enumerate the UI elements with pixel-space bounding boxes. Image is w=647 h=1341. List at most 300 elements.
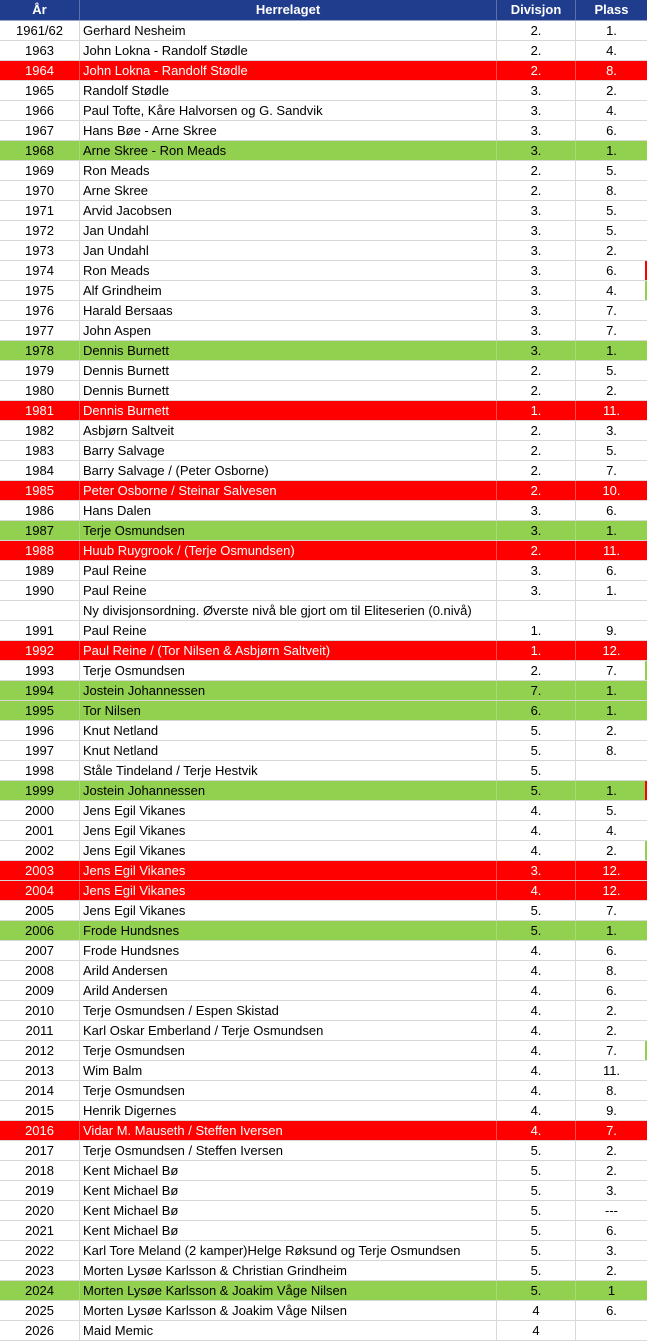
- year-cell[interactable]: 1988: [0, 541, 80, 560]
- team-cell[interactable]: Randolf Stødle: [80, 81, 497, 100]
- team-cell[interactable]: Arne Skree - Ron Meads: [80, 141, 497, 160]
- year-cell[interactable]: 2023: [0, 1261, 80, 1280]
- team-cell[interactable]: Ståle Tindeland / Terje Hestvik: [80, 761, 497, 780]
- division-cell[interactable]: 2.: [497, 21, 576, 40]
- division-cell[interactable]: 3.: [497, 261, 576, 280]
- place-cell[interactable]: 1.: [606, 143, 617, 158]
- place-cell[interactable]: 6.: [606, 563, 617, 578]
- year-cell[interactable]: 1987: [0, 521, 80, 540]
- place-cell[interactable]: 7.: [606, 903, 617, 918]
- place-cell[interactable]: 8.: [606, 963, 617, 978]
- team-cell[interactable]: Morten Lysøe Karlsson & Christian Grindheim: [80, 1261, 497, 1280]
- division-cell[interactable]: 3.: [497, 281, 576, 300]
- table-row: [0, 341, 647, 361]
- division-cell[interactable]: 1.: [497, 621, 576, 640]
- place-cell[interactable]: 1.: [606, 783, 617, 798]
- place-cell[interactable]: 5.: [606, 163, 617, 178]
- team-cell[interactable]: Henrik Digernes: [80, 1101, 497, 1120]
- place-cell[interactable]: 2.: [606, 1143, 617, 1158]
- team-cell[interactable]: Asbjørn Saltveit: [80, 421, 497, 440]
- place-cell[interactable]: 1.: [606, 923, 617, 938]
- place-cell[interactable]: 12.: [602, 643, 621, 658]
- team-cell[interactable]: Maid Memic: [80, 1321, 497, 1340]
- place-cell[interactable]: 2.: [606, 1023, 617, 1038]
- team-cell[interactable]: Terje Osmundsen / Steffen Iversen: [80, 1141, 497, 1160]
- division-cell[interactable]: 3.: [497, 141, 576, 160]
- division-cell[interactable]: 5.: [497, 781, 576, 800]
- year-cell[interactable]: 1972: [0, 221, 80, 240]
- year-cell[interactable]: 1975: [0, 281, 80, 300]
- division-cell[interactable]: 2.: [497, 381, 576, 400]
- table-row: [0, 861, 647, 881]
- table-row: [0, 1261, 647, 1281]
- year-cell[interactable]: 2022: [0, 1241, 80, 1260]
- place-cell[interactable]: 9.: [606, 623, 617, 638]
- table-row: [0, 741, 647, 761]
- division-cell[interactable]: 5.: [497, 721, 576, 740]
- division-cell[interactable]: 2.: [497, 61, 576, 80]
- year-cell[interactable]: 1961/62: [0, 21, 80, 40]
- team-cell[interactable]: Arild Andersen: [80, 981, 497, 1000]
- year-cell[interactable]: 1985: [0, 481, 80, 500]
- table-row: [0, 921, 647, 941]
- table-row: [0, 661, 647, 681]
- year-cell[interactable]: 1979: [0, 361, 80, 380]
- place-cell[interactable]: 1.: [606, 683, 617, 698]
- place-cell[interactable]: 8.: [606, 63, 617, 78]
- place-cell[interactable]: 2.: [606, 843, 617, 858]
- team-cell[interactable]: Paul Tofte, Kåre Halvorsen og G. Sandvik: [80, 101, 497, 120]
- team-cell[interactable]: Dennis Burnett: [80, 361, 497, 380]
- team-cell[interactable]: Knut Netland: [80, 721, 497, 740]
- table-row: [0, 441, 647, 461]
- year-cell[interactable]: 2020: [0, 1201, 80, 1220]
- division-cell[interactable]: 4: [497, 1321, 576, 1340]
- year-cell[interactable]: 2017: [0, 1141, 80, 1160]
- year-cell[interactable]: 2026: [0, 1321, 80, 1340]
- team-cell[interactable]: Frode Hundsnes: [80, 941, 497, 960]
- team-cell[interactable]: Terje Osmundsen: [80, 521, 497, 540]
- team-cell[interactable]: Ny divisjonsordning. Øverste nivå ble gjort om til Eliteserien (0.nivå): [80, 601, 497, 620]
- division-cell[interactable]: 3.: [497, 501, 576, 520]
- year-cell[interactable]: 1974: [0, 261, 80, 280]
- place-cell[interactable]: 6.: [606, 503, 617, 518]
- team-cell[interactable]: Dennis Burnett: [80, 381, 497, 400]
- table-row: [0, 241, 647, 261]
- team-cell[interactable]: Jens Egil Vikanes: [80, 881, 497, 900]
- place-cell[interactable]: 5.: [606, 203, 617, 218]
- table-row: [0, 701, 647, 721]
- place-cell[interactable]: 6.: [606, 263, 617, 278]
- year-cell[interactable]: 1992: [0, 641, 80, 660]
- division-cell[interactable]: 4.: [497, 1081, 576, 1100]
- year-cell[interactable]: 2014: [0, 1081, 80, 1100]
- table-row: [0, 361, 647, 381]
- header-division[interactable]: Divisjon: [497, 0, 576, 20]
- place-cell[interactable]: 7.: [606, 323, 617, 338]
- year-cell[interactable]: 1991: [0, 621, 80, 640]
- division-cell[interactable]: 2.: [497, 541, 576, 560]
- team-cell[interactable]: Karl Tore Meland (2 kamper)Helge Røksund og Terje Osmundsen: [80, 1241, 497, 1260]
- year-cell[interactable]: 1999: [0, 781, 80, 800]
- team-cell[interactable]: John Aspen: [80, 321, 497, 340]
- team-cell[interactable]: John Lokna - Randolf Stødle: [80, 61, 497, 80]
- place-cell[interactable]: 4.: [606, 103, 617, 118]
- division-cell[interactable]: [497, 601, 576, 620]
- team-cell[interactable]: Wim Balm: [80, 1061, 497, 1080]
- division-cell[interactable]: 3.: [497, 121, 576, 140]
- division-cell[interactable]: 3.: [497, 201, 576, 220]
- year-cell[interactable]: 1996: [0, 721, 80, 740]
- header-year[interactable]: År: [0, 0, 80, 20]
- place-cell[interactable]: 3.: [606, 1243, 617, 1258]
- place-cell[interactable]: 4.: [606, 43, 617, 58]
- division-cell[interactable]: 3.: [497, 581, 576, 600]
- place-cell[interactable]: 8.: [606, 743, 617, 758]
- place-cell[interactable]: [576, 601, 647, 620]
- team-cell[interactable]: Peter Osborne / Steinar Salvesen: [80, 481, 497, 500]
- division-cell[interactable]: 3.: [497, 341, 576, 360]
- division-cell[interactable]: 2.: [497, 661, 576, 680]
- team-cell[interactable]: Terje Osmundsen: [80, 1081, 497, 1100]
- year-cell[interactable]: 2025: [0, 1301, 80, 1320]
- year-cell[interactable]: 2010: [0, 1001, 80, 1020]
- place-cell[interactable]: 1.: [606, 343, 617, 358]
- table-row: [0, 161, 647, 181]
- division-cell[interactable]: 3.: [497, 241, 576, 260]
- team-cell[interactable]: Jens Egil Vikanes: [80, 861, 497, 880]
- team-cell[interactable]: Jostein Johannessen: [80, 781, 497, 800]
- place-cell[interactable]: 9.: [606, 1103, 617, 1118]
- year-cell[interactable]: 1976: [0, 301, 80, 320]
- place-cell[interactable]: 1.: [606, 23, 617, 38]
- team-cell[interactable]: Terje Osmundsen: [80, 661, 497, 680]
- team-cell[interactable]: Hans Bøe - Arne Skree: [80, 121, 497, 140]
- team-cell[interactable]: Ron Meads: [80, 161, 497, 180]
- year-cell[interactable]: 2024: [0, 1281, 80, 1300]
- table-row: [0, 541, 647, 561]
- table-row: [0, 381, 647, 401]
- place-cell[interactable]: 6.: [606, 1223, 617, 1238]
- team-cell[interactable]: John Lokna - Randolf Stødle: [80, 41, 497, 60]
- place-cell[interactable]: 11.: [602, 1063, 621, 1078]
- place-cell[interactable]: 6.: [606, 123, 617, 138]
- place-cell[interactable]: 2.: [606, 383, 617, 398]
- place-cell[interactable]: 7.: [606, 463, 617, 478]
- year-cell[interactable]: 2000: [0, 801, 80, 820]
- division-cell[interactable]: 3.: [497, 861, 576, 880]
- team-cell[interactable]: Jens Egil Vikanes: [80, 841, 497, 860]
- year-cell[interactable]: 2001: [0, 821, 80, 840]
- year-cell[interactable]: 1970: [0, 181, 80, 200]
- year-cell[interactable]: 1984: [0, 461, 80, 480]
- division-cell[interactable]: 1.: [497, 401, 576, 420]
- year-cell[interactable]: [0, 601, 80, 620]
- table-body: [0, 21, 647, 1341]
- year-cell[interactable]: 2012: [0, 1041, 80, 1060]
- division-cell[interactable]: 2.: [497, 161, 576, 180]
- year-cell[interactable]: 2004: [0, 881, 80, 900]
- year-cell[interactable]: 2007: [0, 941, 80, 960]
- table-row: [0, 821, 647, 841]
- table-row: [0, 1121, 647, 1141]
- division-cell[interactable]: 4.: [497, 1001, 576, 1020]
- division-cell[interactable]: 2.: [497, 41, 576, 60]
- table-row: [0, 461, 647, 481]
- team-cell[interactable]: Paul Reine: [80, 581, 497, 600]
- year-cell[interactable]: 1986: [0, 501, 80, 520]
- table-row: [0, 421, 647, 441]
- place-cell[interactable]: 2.: [606, 723, 617, 738]
- place-cell[interactable]: 6.: [606, 983, 617, 998]
- division-cell[interactable]: 4.: [497, 821, 576, 840]
- table-row: [0, 1001, 647, 1021]
- place-cell[interactable]: 1.: [606, 523, 617, 538]
- year-cell[interactable]: 1973: [0, 241, 80, 260]
- team-cell[interactable]: Kent Michael Bø: [80, 1161, 497, 1180]
- place-cell[interactable]: 1.: [606, 583, 617, 598]
- year-cell[interactable]: 2021: [0, 1221, 80, 1240]
- division-cell[interactable]: 4.: [497, 1021, 576, 1040]
- division-cell[interactable]: 7.: [497, 681, 576, 700]
- table-row: [0, 1041, 647, 1061]
- division-cell[interactable]: 2.: [497, 481, 576, 500]
- division-cell[interactable]: 4.: [497, 1101, 576, 1120]
- team-cell[interactable]: Terje Osmundsen: [80, 1041, 497, 1060]
- division-cell[interactable]: 5.: [497, 1181, 576, 1200]
- header-place[interactable]: Plass: [594, 2, 629, 17]
- table-row: [0, 1301, 647, 1321]
- year-cell[interactable]: 1995: [0, 701, 80, 720]
- team-cell[interactable]: Vidar M. Mauseth / Steffen Iversen: [80, 1121, 497, 1140]
- table-row: [0, 121, 647, 141]
- year-cell[interactable]: 1983: [0, 441, 80, 460]
- division-cell[interactable]: 1.: [497, 641, 576, 660]
- team-cell[interactable]: Gerhard Nesheim: [80, 21, 497, 40]
- year-cell[interactable]: 1998: [0, 761, 80, 780]
- division-cell[interactable]: 5.: [497, 1141, 576, 1160]
- table-row: [0, 801, 647, 821]
- team-cell[interactable]: Jan Undahl: [80, 221, 497, 240]
- place-cell[interactable]: 5.: [606, 363, 617, 378]
- division-cell[interactable]: 3.: [497, 81, 576, 100]
- division-cell[interactable]: 2.: [497, 461, 576, 480]
- team-cell[interactable]: Dennis Burnett: [80, 401, 497, 420]
- division-cell[interactable]: 5.: [497, 761, 576, 780]
- team-cell[interactable]: Frode Hundsnes: [80, 921, 497, 940]
- place-cell[interactable]: 2.: [606, 1003, 617, 1018]
- team-cell[interactable]: Dennis Burnett: [80, 341, 497, 360]
- team-cell[interactable]: Jan Undahl: [80, 241, 497, 260]
- year-cell[interactable]: 1982: [0, 421, 80, 440]
- division-cell[interactable]: 5.: [497, 741, 576, 760]
- year-cell[interactable]: 1990: [0, 581, 80, 600]
- place-cell[interactable]: 2.: [606, 1163, 617, 1178]
- team-cell[interactable]: Paul Reine: [80, 621, 497, 640]
- place-cell[interactable]: [576, 1321, 647, 1340]
- place-cell[interactable]: 1.: [606, 703, 617, 718]
- division-cell[interactable]: 2.: [497, 441, 576, 460]
- table-row: [0, 721, 647, 741]
- year-cell[interactable]: 1997: [0, 741, 80, 760]
- year-cell[interactable]: 1977: [0, 321, 80, 340]
- year-cell[interactable]: 2009: [0, 981, 80, 1000]
- division-cell[interactable]: 2.: [497, 181, 576, 200]
- place-cell[interactable]: 11.: [602, 543, 621, 558]
- division-cell[interactable]: 4.: [497, 1121, 576, 1140]
- team-cell[interactable]: Kent Michael Bø: [80, 1181, 497, 1200]
- year-cell[interactable]: 1994: [0, 681, 80, 700]
- division-cell[interactable]: 5.: [497, 1281, 576, 1300]
- division-cell[interactable]: 4.: [497, 981, 576, 1000]
- year-cell[interactable]: 2011: [0, 1021, 80, 1040]
- year-cell[interactable]: 2019: [0, 1181, 80, 1200]
- division-cell[interactable]: 4.: [497, 961, 576, 980]
- division-cell[interactable]: 6.: [497, 701, 576, 720]
- place-cell[interactable]: 12.: [602, 863, 621, 878]
- team-cell[interactable]: Jens Egil Vikanes: [80, 901, 497, 920]
- year-cell[interactable]: 1971: [0, 201, 80, 220]
- year-cell[interactable]: 2002: [0, 841, 80, 860]
- place-cell[interactable]: 12.: [602, 883, 621, 898]
- team-cell[interactable]: Paul Reine: [80, 561, 497, 580]
- year-cell[interactable]: 1981: [0, 401, 80, 420]
- team-cell[interactable]: Paul Reine / (Tor Nilsen & Asbjørn Saltveit): [80, 641, 497, 660]
- division-cell[interactable]: 3.: [497, 301, 576, 320]
- team-cell[interactable]: Arvid Jacobsen: [80, 201, 497, 220]
- year-cell[interactable]: 1980: [0, 381, 80, 400]
- table-row: [0, 141, 647, 161]
- place-cell[interactable]: 8.: [606, 183, 617, 198]
- team-cell[interactable]: Huub Ruygrook / (Terje Osmundsen): [80, 541, 497, 560]
- team-cell[interactable]: Barry Salvage: [80, 441, 497, 460]
- place-cell[interactable]: 5.: [606, 223, 617, 238]
- place-cell[interactable]: 7.: [606, 663, 617, 678]
- table-row: [0, 841, 647, 861]
- division-cell[interactable]: 5.: [497, 1161, 576, 1180]
- team-cell[interactable]: Jens Egil Vikanes: [80, 801, 497, 820]
- division-cell[interactable]: 4.: [497, 941, 576, 960]
- year-cell[interactable]: 1963: [0, 41, 80, 60]
- table-row: [0, 41, 647, 61]
- table-row: [0, 281, 647, 301]
- division-cell[interactable]: 2.: [497, 361, 576, 380]
- division-cell[interactable]: 5.: [497, 901, 576, 920]
- place-cell[interactable]: 5.: [606, 443, 617, 458]
- division-cell[interactable]: 5.: [497, 1201, 576, 1220]
- team-cell[interactable]: Ron Meads: [80, 261, 497, 280]
- year-cell[interactable]: 1989: [0, 561, 80, 580]
- place-cell[interactable]: 4.: [606, 823, 617, 838]
- place-cell[interactable]: 2.: [606, 1263, 617, 1278]
- year-cell[interactable]: 2008: [0, 961, 80, 980]
- team-cell[interactable]: Morten Lysøe Karlsson & Joakim Våge Nilsen: [80, 1281, 497, 1300]
- division-cell[interactable]: 3.: [497, 521, 576, 540]
- division-cell[interactable]: 3.: [497, 221, 576, 240]
- year-cell[interactable]: 1965: [0, 81, 80, 100]
- division-cell[interactable]: 2.: [497, 421, 576, 440]
- division-cell[interactable]: 5.: [497, 921, 576, 940]
- place-cell[interactable]: 3.: [606, 423, 617, 438]
- place-cell[interactable]: 7.: [606, 303, 617, 318]
- year-cell[interactable]: 1964: [0, 61, 80, 80]
- place-cell[interactable]: 6.: [606, 943, 617, 958]
- table-row: [0, 1061, 647, 1081]
- division-cell[interactable]: 4.: [497, 881, 576, 900]
- year-cell[interactable]: 1968: [0, 141, 80, 160]
- place-cell[interactable]: 2.: [606, 83, 617, 98]
- header-team[interactable]: Herrelaget: [80, 0, 497, 20]
- year-cell[interactable]: 2016: [0, 1121, 80, 1140]
- year-cell[interactable]: 2013: [0, 1061, 80, 1080]
- place-cell[interactable]: 6.: [606, 1303, 617, 1318]
- table-row: [0, 81, 647, 101]
- year-cell[interactable]: 2018: [0, 1161, 80, 1180]
- division-cell[interactable]: 5.: [497, 1261, 576, 1280]
- place-cell[interactable]: [576, 761, 647, 780]
- team-cell[interactable]: Kent Michael Bø: [80, 1201, 497, 1220]
- team-cell[interactable]: Tor Nilsen: [80, 701, 497, 720]
- table-row: [0, 321, 647, 341]
- division-cell[interactable]: 4.: [497, 841, 576, 860]
- place-cell[interactable]: 1: [607, 1283, 616, 1298]
- place-cell[interactable]: 5.: [606, 803, 617, 818]
- year-cell[interactable]: 2015: [0, 1101, 80, 1120]
- division-cell[interactable]: 4.: [497, 1041, 576, 1060]
- division-cell[interactable]: 5.: [497, 1221, 576, 1240]
- team-cell[interactable]: Jostein Johannessen: [80, 681, 497, 700]
- year-cell[interactable]: 1978: [0, 341, 80, 360]
- team-cell[interactable]: Arild Andersen: [80, 961, 497, 980]
- team-cell[interactable]: Alf Grindheim: [80, 281, 497, 300]
- team-cell[interactable]: Jens Egil Vikanes: [80, 821, 497, 840]
- place-cell[interactable]: 7.: [606, 1043, 617, 1058]
- year-cell[interactable]: 2003: [0, 861, 80, 880]
- division-cell[interactable]: 5.: [497, 1241, 576, 1260]
- year-cell[interactable]: 1993: [0, 661, 80, 680]
- division-cell[interactable]: 4.: [497, 1061, 576, 1080]
- team-cell[interactable]: Knut Netland: [80, 741, 497, 760]
- place-cell[interactable]: ---: [605, 1203, 618, 1218]
- team-cell[interactable]: Morten Lysøe Karlsson & Joakim Våge Nilsen: [80, 1301, 497, 1320]
- header-row: [0, 0, 647, 21]
- place-cell[interactable]: 11.: [602, 403, 621, 418]
- year-cell[interactable]: 2006: [0, 921, 80, 940]
- year-cell[interactable]: 1966: [0, 101, 80, 120]
- team-cell[interactable]: Hans Dalen: [80, 501, 497, 520]
- division-cell[interactable]: 3.: [497, 561, 576, 580]
- team-cell[interactable]: Harald Bersaas: [80, 301, 497, 320]
- division-cell[interactable]: 4: [497, 1301, 576, 1320]
- team-cell[interactable]: Kent Michael Bø: [80, 1221, 497, 1240]
- team-cell[interactable]: Arne Skree: [80, 181, 497, 200]
- team-cell[interactable]: Terje Osmundsen / Espen Skistad: [80, 1001, 497, 1020]
- place-cell[interactable]: 4.: [606, 283, 617, 298]
- year-cell[interactable]: 1969: [0, 161, 80, 180]
- division-cell[interactable]: 3.: [497, 321, 576, 340]
- place-cell[interactable]: 3.: [606, 1183, 617, 1198]
- year-cell[interactable]: 2005: [0, 901, 80, 920]
- team-cell[interactable]: Karl Oskar Emberland / Terje Osmundsen: [80, 1021, 497, 1040]
- place-cell[interactable]: 10.: [602, 483, 621, 498]
- division-cell[interactable]: 3.: [497, 101, 576, 120]
- year-cell[interactable]: 1967: [0, 121, 80, 140]
- place-cell[interactable]: 8.: [606, 1083, 617, 1098]
- place-cell[interactable]: 7.: [606, 1123, 617, 1138]
- division-cell[interactable]: 4.: [497, 801, 576, 820]
- team-cell[interactable]: Barry Salvage / (Peter Osborne): [80, 461, 497, 480]
- place-cell[interactable]: 2.: [606, 243, 617, 258]
